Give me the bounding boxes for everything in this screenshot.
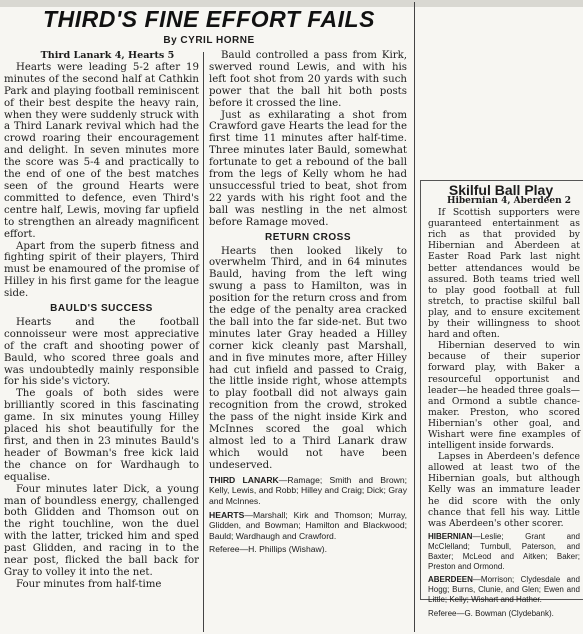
paragraph: Four minutes from half-time (16, 578, 162, 590)
paragraph: Bauld controlled a pass from Kirk, swerved round Lewis, and with his left foot shot from 20 yards with such power that the ball hit both posts before it crossed the line. (209, 50, 407, 109)
paragraph: Apart from the superb fitness and fighting spirit of their players, Third must be enamoured of the promise of Hilley in his first game for the league side. (4, 240, 199, 300)
team-lineup (428, 575, 580, 605)
score-line: Hibernian 4, Aberdeen 2 (446, 196, 572, 206)
team-lineup (428, 532, 580, 572)
team-name: HIBERNIAN (428, 531, 473, 541)
sidebar-headline: Skilful Ball Play (448, 182, 554, 198)
column-rule (414, 2, 415, 632)
subheading: BAULD'S SUCCESS (50, 303, 153, 315)
team-players: —Leslie; Grant and McClelland; Turnbull, Paterson, and Baxter; McLeod and Aitken; Baker; Preston and Ormond. (428, 531, 580, 571)
sidebar-column (428, 196, 580, 618)
column-rule (203, 52, 204, 632)
team-lineup (209, 510, 407, 542)
referee-line: Referee—H. Phillips (Wishaw). (209, 544, 327, 555)
article-headline: THIRD'S FINE EFFORT FAILS (43, 6, 375, 32)
subheading: RETURN CROSS (264, 231, 351, 243)
referee-line: Referee—G. Bowman (Clydebank). (428, 608, 554, 618)
paragraph: Four minutes later Dick, a young man of boundless energy, challenged both Glidden and Thomson out on the right touchline, won the duel with the latter, tricked him and sped past Glidden, and racing in to the near post, flicked the ball back for Gray to volley it into the net. (4, 483, 199, 578)
team-players: —Morrison; Clydesdale and Hogg; Burns, Clunie, and Glen; Ewen and Little; Kelly; Wishart and Hather. (428, 574, 580, 604)
paragraph: Lapses in Aberdeen's defence allowed at least two of the Hibernian goals, but although Kelly was an immature leader he did score with the only chance that fell his way. Little was Aberdeen's other scorer. (428, 451, 580, 529)
paragraph: Hearts then looked likely to overwhelm Third, and in 64 minutes Bauld, having from the left wing swung a pass to Hamilton, was in position for the return cross and from the edge of the penalty area cracked the ball into the far side-net. But two minutes later Gray headed a Hilley corner kick cleanly past Marshall, and in five minutes more, after Hilley had cut infield and passed to Craig, the little inside right, whose attempts to play football did not always gain recognition from the crowd, stroked the pass of the night inside Kirk and McInnes scored the goal which almost led to a Third Lanark draw which would not have been undeserved. (209, 245, 407, 471)
team-name: THIRD LANARK (209, 474, 279, 485)
paragraph: Hibernian deserved to win because of their superior forward play, with Baker a resourceful opportunist and leader—he headed three goals—and Ormond a subtle chance-maker. Preston, who scored Hibernian's other goal, and Wishart were fine examples of intelligent inside forwards. (428, 340, 580, 452)
team-name: ABERDEEN (428, 574, 473, 584)
team-lineup (209, 475, 407, 507)
paragraph: The goals of both sides were brilliantly scored in this fascinating game. In six minutes young Hilley placed his shot beautifully for the first, and then in 23 minutes Bauld's header of Bowman's free kick laid the chance on for Wardhaugh to equalise. (4, 388, 199, 483)
team-players: —Marshall; Kirk and Thomson; Murray, Glidden, and Bowman; Hamilton and Blackwood; Bauld; Wardhaugh and Crawford. (209, 509, 407, 541)
score-line: Third Lanark 4, Hearts 5 (40, 50, 175, 61)
paragraph: Hearts and the football connoisseur were most appreciative of the craft and shooting power of Bauld, who scored three goals and was undoubtedly mainly responsible for his side's victory. (4, 316, 199, 388)
paragraph: Just as exhilarating a shot from Crawford gave Hearts the lead for the first time 11 minutes after half-time. Three minutes later Bauld, somewhat fortunate to get a rebound of the ball from the legs of Kelly whom he had unsuccessful tried to beat, shot from 22 yards with his right foot and the ball was nestling in the net almost before Ramage moved. (209, 109, 407, 228)
paragraph: Hearts were leading 5-2 after 19 minutes of the second half at Cathkin Park and playing football reminiscent of their best despite the heavy rain, when they were suddenly struck with a Third Lanark revival which had the crowd roaring their encouragement and delight. In seven minutes more the score was 5-4 and practically to the end of one of the best matches seen of the ground Hearts were committed to defence, even Third's centre half, Lewis, moving far upfield to strengthen an already magnificent effort. (4, 61, 199, 240)
article-column-1 (4, 50, 199, 632)
article-column-2 (209, 50, 407, 632)
team-name: HEARTS (209, 509, 245, 520)
team-players: —Ramage; Smith and Brown; Kelly, Lewis, and Robb; Hilley and Craig; Dick; Gray and McInnes. (209, 474, 407, 506)
article-byline: By CYRIL HORNE (163, 35, 255, 46)
paragraph: If Scottish supporters were guaranteed entertainment as rich as that provided by Hibernian and Aberdeen at Easter Road Park last night better attendances would be assured. Both teams tried well to play good football at full stretch, to practise skilful ball play, and to ensure excitement by their willingness to shoot hard and often. (428, 207, 580, 341)
